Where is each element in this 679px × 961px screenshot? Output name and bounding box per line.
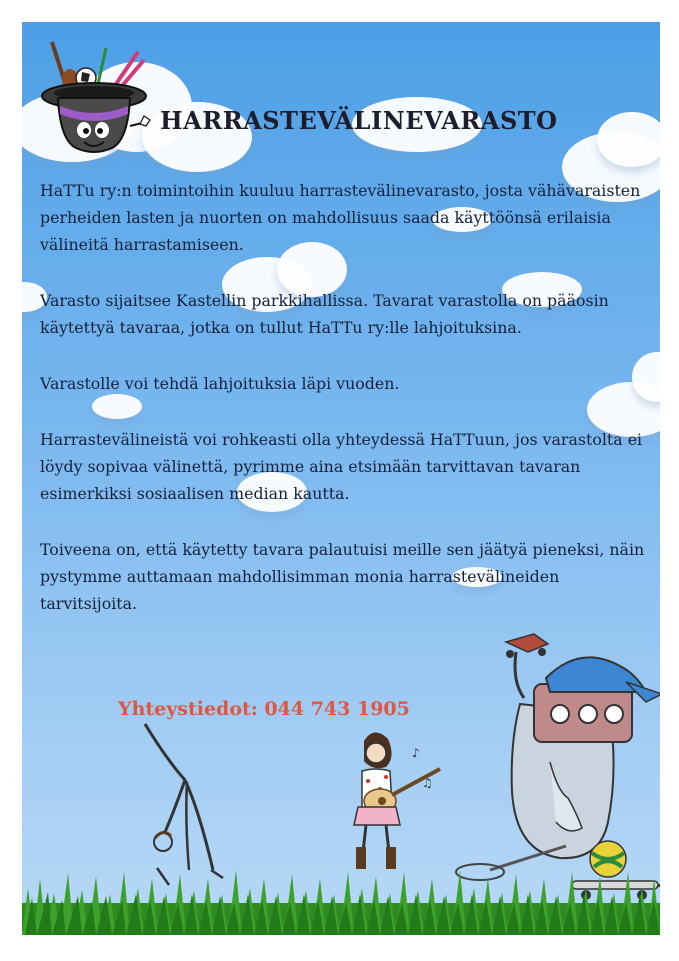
- page-title: HARRASTEVÄLINEVARASTO: [160, 106, 558, 135]
- svg-text:♫: ♫: [422, 776, 433, 790]
- hat-mascot-logo-icon: [30, 40, 158, 158]
- grass-strip: [22, 848, 660, 935]
- paragraph-donations: Varastolle voi tehdä lahjoituksia läpi vuoden.: [40, 374, 400, 393]
- paragraph-return-wish: Toiveena on, että käytetty tavara palautuisi meille sen jäätyä pieneksi, näin pystymme auttamaan mahdollisimman monia harrastevälineiden tarvitsijoita.: [40, 540, 645, 613]
- body-text: [40, 177, 652, 646]
- paragraph-contact-request: Harrastevälineistä voi rohkeasti olla yhteydessä HaTTuun, jos varastolta ei löydy sopivaa välinettä, pyrimme aina etsimään tarvittavan tavaran esimerkiksi sosiaalisen median kautta.: [40, 430, 643, 503]
- paragraph-intro: HaTTu ry:n toimintoihin kuuluu harrastevälinevarasto, josta vähävaraisten perheiden lasten ja nuorten on mahdollisuus saada käyttöönsä erilaisia välineitä harrastamiseen.: [40, 181, 641, 254]
- contact-info: Yhteystiedot: 044 743 1905: [118, 698, 410, 720]
- paragraph-location: Varasto sijaitsee Kastellin parkkihallissa. Tavarat varastolla on pääosin käytettyä tavaraa, jotka on tullut HaTTu ry:lle lahjoituksina.: [40, 291, 609, 337]
- svg-text:♪: ♪: [412, 746, 420, 760]
- poster: [22, 22, 660, 935]
